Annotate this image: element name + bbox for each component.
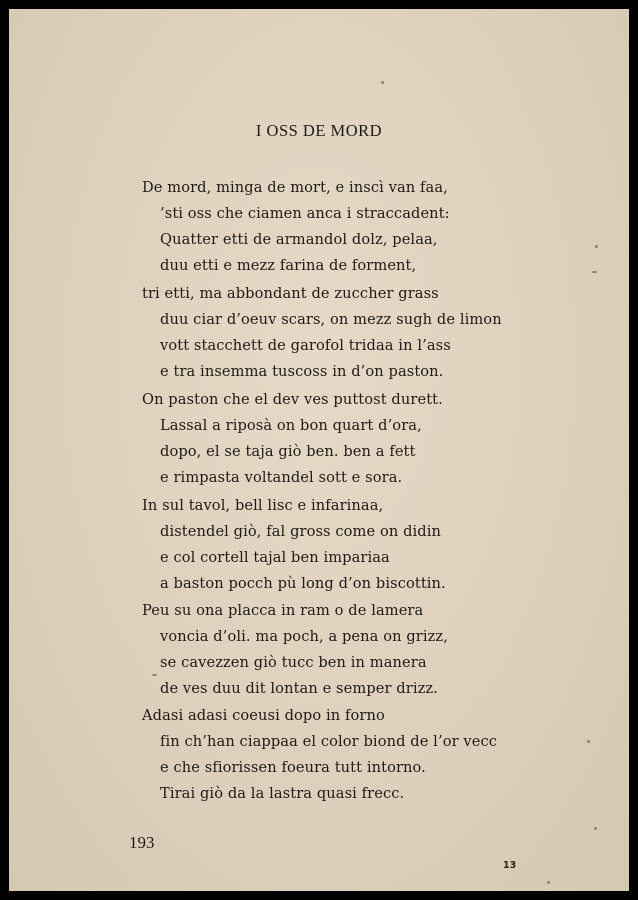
poem-line: e tra insemma tuscoss in d’on paston. [160, 363, 444, 380]
poem-line: Quatter etti de armandol dolz, pelaa, [160, 231, 438, 248]
paper-speck [381, 81, 384, 84]
paper-speck [547, 881, 550, 884]
poem-line: e col cortell tajal ben impariaa [160, 549, 390, 566]
poem-line: fin ch’han ciappaa el color biond de l’or vecc [160, 733, 498, 750]
poem-line: e rimpasta voltandel sott e sora. [160, 469, 403, 486]
signature-mark: 13 [503, 860, 517, 871]
poem-line: tri etti, ma abbondant de zuccher grass [142, 285, 439, 302]
poem-line: de ves duu dit lontan e semper drizz. [160, 680, 438, 697]
paper-speck [594, 827, 597, 830]
poem-line: dopo, el se taja giò ben. ben a fett [160, 443, 416, 460]
poem-line: distendel giò, fal gross come on didin [160, 523, 442, 540]
poem-line: se cavezzen giò tucc ben in manera [160, 654, 427, 671]
poem-line: duu ciar d’oeuv scars, on mezz sugh de limon [160, 311, 502, 328]
paper-speck [592, 271, 597, 273]
poem-line: De mord, minga de mort, e inscì van faa, [142, 179, 448, 196]
paper-speck [595, 245, 598, 248]
poem-line: Lassal a riposà on bon quart d’ora, [160, 417, 422, 434]
poem-line: Tirai giò da la lastra quasi frecc. [160, 785, 405, 802]
paper-speck [152, 674, 157, 676]
page-number: 193 [129, 833, 155, 852]
poem-line: On paston che el dev ves puttost durett. [142, 391, 443, 408]
poem-line: In sul tavol, bell lisc e infarinaa, [142, 497, 384, 514]
poem-line: duu etti e mezz farina de forment, [160, 257, 417, 274]
poem-line: vott stacchett de garofol tridaa in l’ass [160, 337, 451, 354]
poem-line: voncia d’oli. ma poch, a pena on grizz, [160, 628, 448, 645]
poem-line: ’sti oss che ciamen anca i straccadent: [160, 205, 450, 222]
poem-line: Adasi adasi coeusi dopo in forno [142, 707, 385, 724]
book-page [9, 9, 629, 891]
poem-line: Peu su ona placca in ram o de lamera [142, 602, 424, 619]
paper-speck [587, 740, 590, 743]
poem-title: I OSS DE MORD [255, 121, 383, 140]
poem-line: a baston pocch pù long d’on biscottin. [160, 575, 446, 592]
poem-line: e che sfiorissen foeura tutt intorno. [160, 759, 426, 776]
